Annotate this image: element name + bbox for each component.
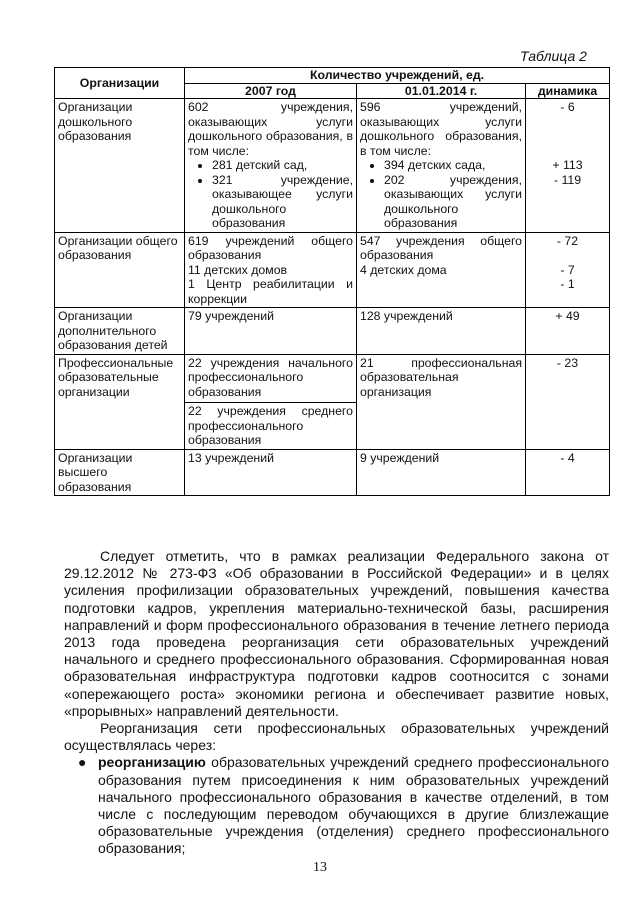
cell-2014	[357, 99, 526, 233]
cell-2007: 79 учреждений	[185, 308, 357, 355]
list-item: • 281 детский сад,	[212, 158, 353, 173]
list-item: • 394 детских сада,	[384, 158, 522, 173]
cell-2007	[185, 99, 357, 233]
cell-2014: 128 учреждений	[357, 308, 526, 355]
dynamics-value: - 6	[560, 100, 575, 114]
dynamics-value: + 113	[552, 158, 583, 172]
org-cell: Организации высшего образования	[55, 449, 185, 496]
cell-2007	[185, 232, 357, 308]
cell-text: 596 учреждений, оказывающих услуги дошкольного образования, в том числе:	[360, 100, 522, 158]
list-item	[78, 754, 609, 857]
header-count: Количество учреждений, ед.	[185, 68, 610, 84]
cell-2014: 9 учреждений	[357, 449, 526, 496]
dynamics-cell: + 49	[526, 308, 610, 355]
paragraph: Следует отметить, что в рамках реализации Федерального закона от 29.12.2012 № 273-ФЗ «Об образовании в Российской Федерации» и в целях усиления профилизации образовательных учреждений, повышения качества подготовки кадров, укрепления материально-технической базы, расширения направлений и форм профессионального образования в течение летнего периода 2013 года проведена реорганизация сети образовательных учреждений начального и среднего профессионального образования. Сформированная новая образовательная инфраструктура подготовки кадров соотносится с зонами «опережающего роста» экономики региона и обеспечивает развитие новых, «прорывных» направлений деятельности.	[64, 548, 609, 719]
body-text	[64, 548, 609, 858]
cell-2014: 21 профессиональная образовательная организация	[357, 354, 526, 449]
cell-text: 602 учреждения, оказывающих услуги дошкольного образования, в том числе:	[188, 100, 353, 158]
header-dynamics: динамика	[526, 83, 610, 99]
list-item: • 202 учреждения, оказывающих услуги дошкольного образования	[384, 173, 522, 231]
list-item: • 321 учреждение, оказывающее услуги дошкольного образования	[212, 173, 353, 231]
cell-text: 547 учреждения общего образования	[360, 233, 522, 262]
table-row	[55, 354, 610, 449]
table-row	[55, 308, 610, 355]
cell-2007	[185, 354, 357, 449]
table-row	[55, 99, 610, 233]
cell-text: 619 учреждений общего образования	[188, 233, 353, 262]
dynamics-cell	[526, 99, 610, 233]
cell-2007: 13 учреждений	[185, 449, 357, 496]
cell-text: 22 учреждения среднего профессионального образования	[185, 402, 356, 448]
cell-text: 4 детских дома	[360, 262, 447, 277]
list-item-text: образовательных учреждений среднего профессионального образования путем присоединения к ним образовательных учреждений начального профессионального образования в качестве отделений, в том числе с последующим переводом обучающихся в другие близлежащие образовательные учреждения (отделения) среднего профессионального образования;	[98, 754, 609, 857]
cell-text: 22 учреждения начального профессионального образования	[188, 355, 353, 399]
header-2007: 2007 год	[185, 83, 357, 99]
paragraph: Реорганизация сети профессиональных образовательных учреждений осуществлялась через:	[64, 720, 609, 754]
page-number: 13	[313, 860, 327, 875]
dynamics-value: - 7	[560, 262, 575, 277]
cell-2014	[357, 232, 526, 308]
org-cell: Организации дошкольного образования	[55, 99, 185, 233]
cell-text: 1 Центр реабилитации и коррекции	[188, 277, 353, 306]
org-cell: Профессиональные образовательные организации	[55, 354, 185, 449]
header-organizations: Организации	[55, 68, 185, 99]
dynamics-cell	[526, 232, 610, 308]
bold-term: реорганизацию	[98, 754, 206, 771]
dynamics-value: - 72	[556, 233, 579, 248]
cell-text: 11 детских домов	[188, 262, 288, 277]
header-2014: 01.01.2014 г.	[357, 83, 526, 99]
dynamics-value: - 1	[560, 277, 575, 291]
org-cell: Организации дополнительного образования детей	[55, 308, 185, 355]
table-row	[55, 449, 610, 496]
institutions-table	[54, 67, 610, 496]
table-row	[55, 232, 610, 308]
bullet-icon: ●	[78, 754, 87, 771]
org-cell: Организации общего образования	[55, 232, 185, 308]
dynamics-cell: - 4	[526, 449, 610, 496]
dynamics-value: - 119	[553, 172, 582, 187]
table-caption: Таблица 2	[520, 48, 587, 64]
dynamics-cell: - 23	[526, 354, 610, 449]
